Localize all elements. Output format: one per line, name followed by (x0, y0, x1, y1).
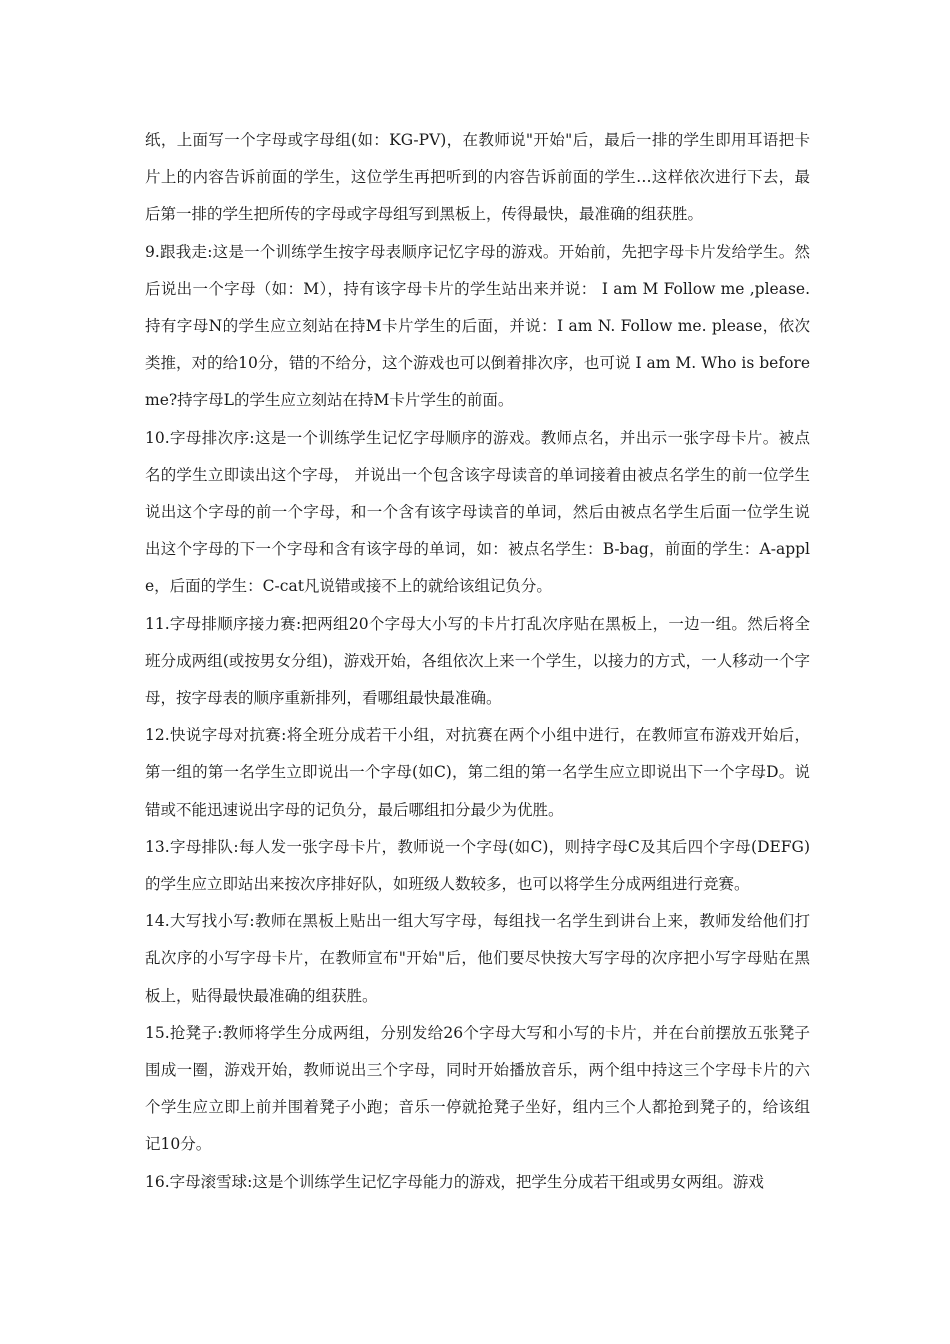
paragraph-game-13: 13.字母排队:每人发一张字母卡片，教师说一个字母(如C)，则持字母C及其后四个字母(DEFG)的学生应立即站出来按次序排好队，如班级人数较多，也可以将学生分成两组进行竞赛。 (145, 837, 810, 894)
paragraph-game-10: 10.字母排次序:这是一个训练学生记忆字母顺序的游戏。教师点名，并出示一张字母卡片。被点名的学生立即读出这个字母， 并说出一个包含该字母读音的单词接着由被点名学生的前一位学生说出这个字母的前一个字母，和一个含有该字母读音的单词，然后由被点名学生后面一位学生说出这个字母的下一个字母和含有该字母的单词，如：被点名学生：B-bag，前面的学生：A-apple，后面的学生：C-cat凡说错或接不上的就给该组记负分。 (145, 428, 810, 596)
paragraph-continuation: 纸，上面写一个字母或字母组(如：KG-PV)，在教师说"开始"后，最后一排的学生即用耳语把卡片上的内容告诉前面的学生，这位学生再把听到的内容告诉前面的学生…这样依次进行下去，最后第一排的学生把所传的字母或字母组写到黑板上，传得最快，最准确的组获胜。 (145, 131, 810, 224)
paragraph-game-16: 16.字母滚雪球:这是个训练学生记忆字母能力的游戏，把学生分成若干组或男女两组。游戏 (145, 1172, 764, 1191)
paragraph-game-14: 14.大写找小写:教师在黑板上贴出一组大写字母，每组找一名学生到讲台上来，教师发给他们打乱次序的小写字母卡片，在教师宣布"开始"后，他们要尽快按大写字母的次序把小写字母贴在黑板上，贴得最快最准确的组获胜。 (145, 912, 810, 1005)
document-body (145, 122, 810, 1201)
paragraph-game-9: 9.跟我走:这是一个训练学生按字母表顺序记忆字母的游戏。开始前，先把字母卡片发给学生。然后说出一个字母（如：M），持有该字母卡片的学生站出来并说： I am M Follow me ,please.持有字母N的学生应立刻站在持M卡片学生的后面，并说：I am N. Follow me. please，依次类推，对的给10分，错的不给分，这个游戏也可以倒着排次序，也可说 I am M. Who is before me?持字母L的学生应立刻站在持M卡片学生的前面。 (145, 242, 810, 410)
paragraph-game-15: 15.抢凳子:教师将学生分成两组，分别发给26个字母大写和小写的卡片，并在台前摆放五张凳子围成一圈，游戏开始，教师说出三个字母，同时开始播放音乐，两个组中持这三个字母卡片的六个学生应立即上前并围着凳子小跑；音乐一停就抢凳子坐好，组内三个人都抢到凳子的，给该组记10分。 (145, 1023, 810, 1154)
paragraph-game-11: 11.字母排顺序接力赛:把两组20个字母大小写的卡片打乱次序贴在黑板上，一边一组。然后将全班分成两组(或按男女分组)，游戏开始，各组依次上来一个学生，以接力的方式，一人移动一个字母，按字母表的顺序重新排列，看哪组最快最准确。 (145, 614, 810, 708)
paragraph-game-12: 12.快说字母对抗赛:将全班分成若干小组，对抗赛在两个小组中进行，在教师宣布游戏开始后，第一组的第一名学生立即说出一个字母(如C)，第二组的第一名学生应立即说出下一个字母D。说错或不能迅速说出字母的记负分，最后哪组扣分最少为优胜。 (145, 726, 810, 819)
